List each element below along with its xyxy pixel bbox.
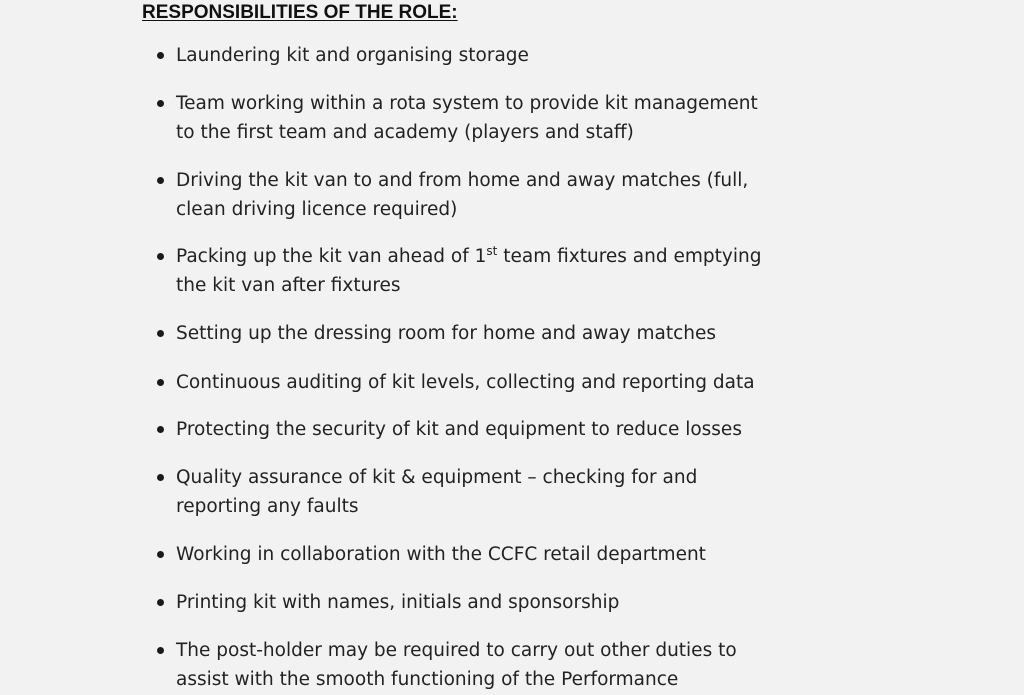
item-line-1: The post-holder may be required to carry out other duties to bbox=[176, 640, 737, 661]
item-line-2: reporting any faults bbox=[176, 496, 359, 517]
item-line-1: Protecting the security of kit and equipment to reduce losses bbox=[176, 419, 742, 440]
list-item bbox=[142, 319, 802, 348]
item-line-1: Printing kit with names, initials and sponsorship bbox=[176, 592, 620, 613]
bullet-icon bbox=[157, 647, 164, 654]
list-item bbox=[142, 89, 802, 147]
section-heading: RESPONSIBILITIES OF THE ROLE: bbox=[142, 2, 458, 23]
list-item bbox=[142, 463, 802, 521]
bullet-icon bbox=[157, 100, 164, 107]
ordinal-suffix: st bbox=[486, 243, 498, 258]
item-line-1: Continuous auditing of kit levels, collecting and reporting data bbox=[176, 372, 755, 393]
item-line-2: clean driving licence required) bbox=[176, 199, 458, 220]
bullet-icon bbox=[157, 177, 164, 184]
bullet-icon bbox=[157, 551, 164, 558]
bullet-icon bbox=[157, 379, 164, 386]
bullet-icon bbox=[157, 330, 164, 337]
item-line-2: assist with the smooth functioning of the Performance bbox=[176, 669, 679, 690]
bullet-icon bbox=[157, 253, 164, 260]
list-item bbox=[142, 368, 802, 397]
item-line-1: Quality assurance of kit & equipment – checking for and bbox=[176, 467, 698, 488]
list-item bbox=[142, 415, 802, 444]
item-line-1: Laundering kit and organising storage bbox=[176, 45, 529, 66]
list-item bbox=[142, 636, 802, 694]
item-text-pre: Packing up the kit van ahead of 1 bbox=[176, 246, 487, 267]
item-text-post: team fixtures and emptying bbox=[497, 246, 762, 267]
bullet-icon bbox=[157, 426, 164, 433]
item-line-1 bbox=[176, 242, 802, 271]
bullet-icon bbox=[157, 52, 164, 59]
item-line-1: Working in collaboration with the CCFC retail department bbox=[176, 544, 706, 565]
list-item bbox=[142, 41, 802, 70]
bullet-icon bbox=[157, 599, 164, 606]
item-line-1: Driving the kit van to and from home and away matches (full, bbox=[176, 170, 749, 191]
item-line-2: to the first team and academy (players and staff) bbox=[176, 122, 634, 143]
item-line-1: Team working within a rota system to provide kit management bbox=[176, 93, 758, 114]
list-item bbox=[142, 166, 802, 224]
bullet-icon bbox=[157, 474, 164, 481]
list-item bbox=[142, 588, 802, 617]
item-line-1: Setting up the dressing room for home and away matches bbox=[176, 323, 717, 344]
item-line-2: the kit van after fixtures bbox=[176, 275, 401, 296]
list-item bbox=[142, 540, 802, 569]
list-item bbox=[142, 242, 802, 300]
